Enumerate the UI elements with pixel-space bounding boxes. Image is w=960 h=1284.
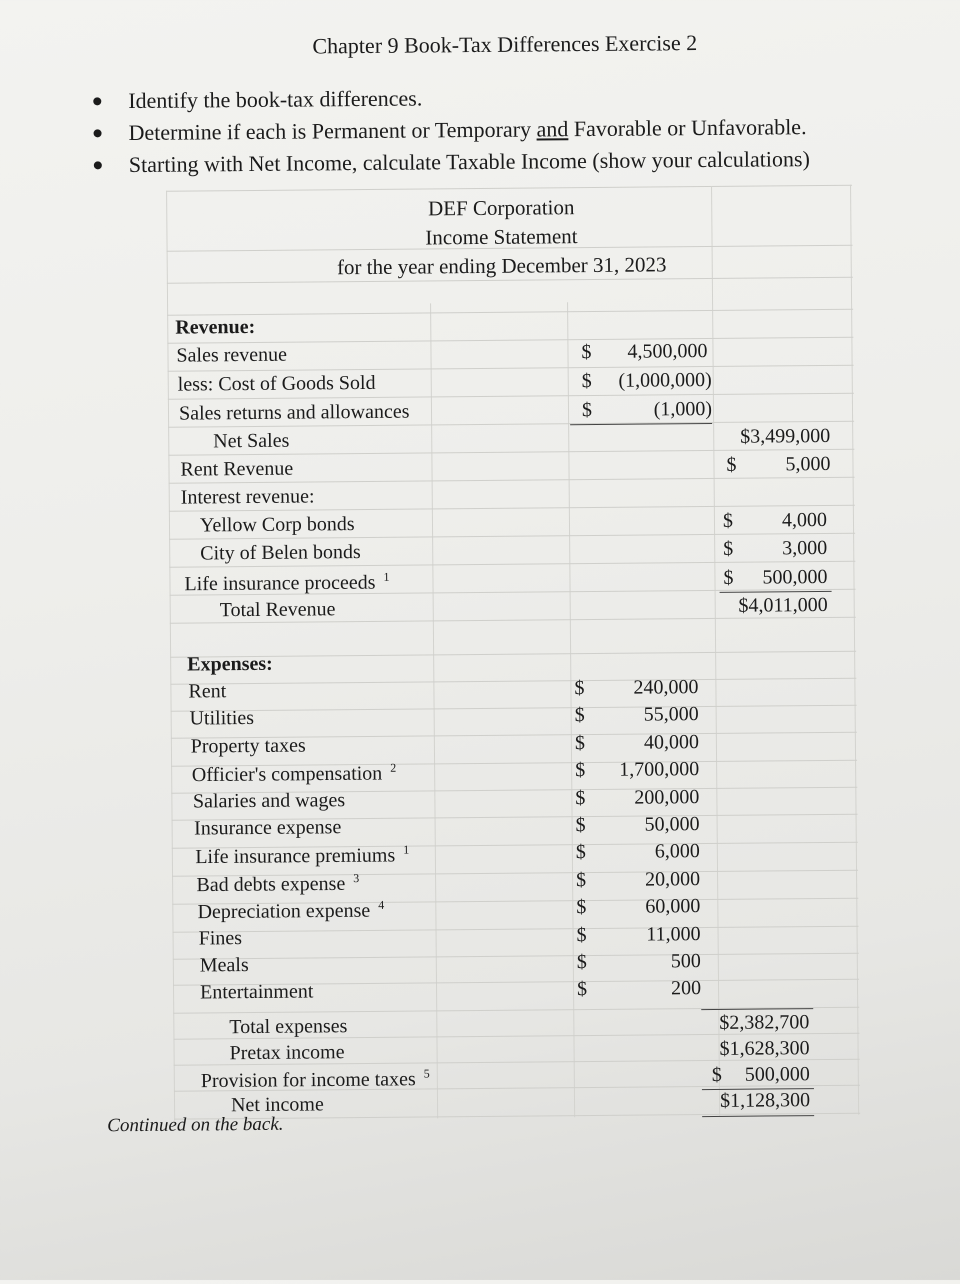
instruction-item: Starting with Net Income, calculate Taxable Income (show your calculations) [88,142,928,181]
row-amount: 200,000 [634,785,700,809]
row-label: Meals [199,954,249,977]
row-label: Utilities [189,707,255,730]
row-label: Bad debts expense $^3$ [196,870,360,896]
instruction-list [87,78,928,181]
row-label: Entertainment [199,980,314,1004]
dollar-sign: $ [711,1063,722,1086]
continued-note: Continued on the back. [107,1113,284,1137]
dollar-sign: $ [574,677,585,700]
dollar-sign: $ [574,704,585,727]
row-label: less: Cost of Goods Sold [177,371,376,396]
dollar-sign: $ [576,951,587,974]
row-amount: 1,700,000 [619,758,700,781]
subtotal-rule [570,423,712,425]
row-amount: $3,499,000 [740,424,831,448]
revenue-heading: Revenue: [175,315,256,339]
row-label: Total expenses [229,1015,348,1039]
dollar-sign: $ [575,814,586,837]
row-amount: 4,500,000 [627,340,708,363]
row-label: Insurance expense [194,816,342,840]
dollar-sign: $ [581,341,592,364]
row-label: Total Revenue [219,598,336,622]
dollar-sign: $ [576,978,588,1001]
footnote-marker: 4 [378,898,385,913]
row-label: Property taxes [190,734,306,758]
row-amount: 200 [670,977,702,1000]
footnote-marker: 5 [423,1066,430,1081]
exercise-title: Chapter 9 Book-Tax Differences Exercise 2 [312,30,698,59]
footnote-marker: 1 [383,569,390,584]
total-rule [702,1115,814,1117]
row-label: Depreciation expense $^4$ [197,898,385,924]
row-label: Rent [188,680,227,703]
row-label: Yellow Corp bonds [199,513,355,537]
row-amount: 50,000 [644,813,700,836]
dollar-sign: $ [575,786,586,809]
row-label: Life insurance proceeds $^1$ [184,569,390,596]
footnote-marker: 1 [403,843,410,858]
row-amount: 6,000 [654,840,700,863]
instruction-item: Identify the book-tax differences. [87,78,927,117]
company-name: DEF Corporation [427,195,575,221]
statement-name: Income Statement [425,224,578,250]
row-amount: 11,000 [646,922,701,946]
footnote-marker: 2 [390,760,397,775]
row-amount: $1,628,300 [719,1037,810,1060]
row-amount: (1,000) [653,397,713,421]
row-amount: 3,000 [782,536,828,560]
row-label: Pretax income [229,1041,345,1065]
dollar-sign: $ [726,453,737,476]
row-label: Salaries and wages [192,788,346,813]
dollar-sign: $ [575,759,586,782]
row-label: Officier's compensation $^2$ [191,760,397,787]
row-label: Fines [198,926,243,950]
row-amount: $2,382,700 [719,1011,810,1034]
income-statement-sheet [166,185,860,1121]
row-amount: 40,000 [643,730,699,754]
dollar-sign: $ [723,566,734,589]
row-label: Sales returns and allowances [178,400,410,425]
dollar-sign: $ [575,841,586,864]
row-amount: 500,000 [762,565,828,589]
total-rule [720,591,832,593]
row-amount: 55,000 [643,703,699,726]
row-amount: 240,000 [633,676,699,699]
instruction-item: Determine if each is Permanent or Temporary and Favorable or Unfavorable. [87,110,927,149]
dollar-sign: $ [576,868,587,891]
row-label: Net Sales [213,429,290,453]
statement-period: for the year ending December 31, 2023 [336,252,667,280]
row-amount: $1,128,300 [719,1089,811,1112]
expenses-heading: Expenses: [187,652,273,676]
dollar-sign: $ [581,370,592,393]
row-label: Sales revenue [176,343,288,367]
dollar-sign: $ [723,537,734,560]
row-amount: (1,000,000) [618,368,712,392]
footnote-marker: 3 [353,870,360,885]
row-amount: 500 [670,950,701,973]
row-amount: 4,000 [781,508,828,532]
total-rule [701,1008,813,1010]
row-label: City of Belen bonds [200,541,361,565]
dollar-sign: $ [574,731,585,754]
row-label: Rent Revenue [180,457,294,481]
row-label: Net income [230,1093,324,1117]
row-amount: 5,000 [785,452,831,476]
row-amount: 500,000 [744,1063,810,1086]
dollar-sign: $ [576,896,587,919]
row-label: Provision for income taxes $^5$ [200,1066,430,1093]
row-label: Life insurance premiums $^1$ [195,843,410,869]
row-amount: 20,000 [644,867,701,891]
dollar-sign: $ [722,509,734,532]
interest-revenue-heading: Interest revenue: [180,485,315,509]
row-amount: $4,011,000 [738,593,828,617]
row-amount: 60,000 [645,895,701,918]
dollar-sign: $ [581,399,593,422]
dollar-sign: $ [576,923,587,946]
